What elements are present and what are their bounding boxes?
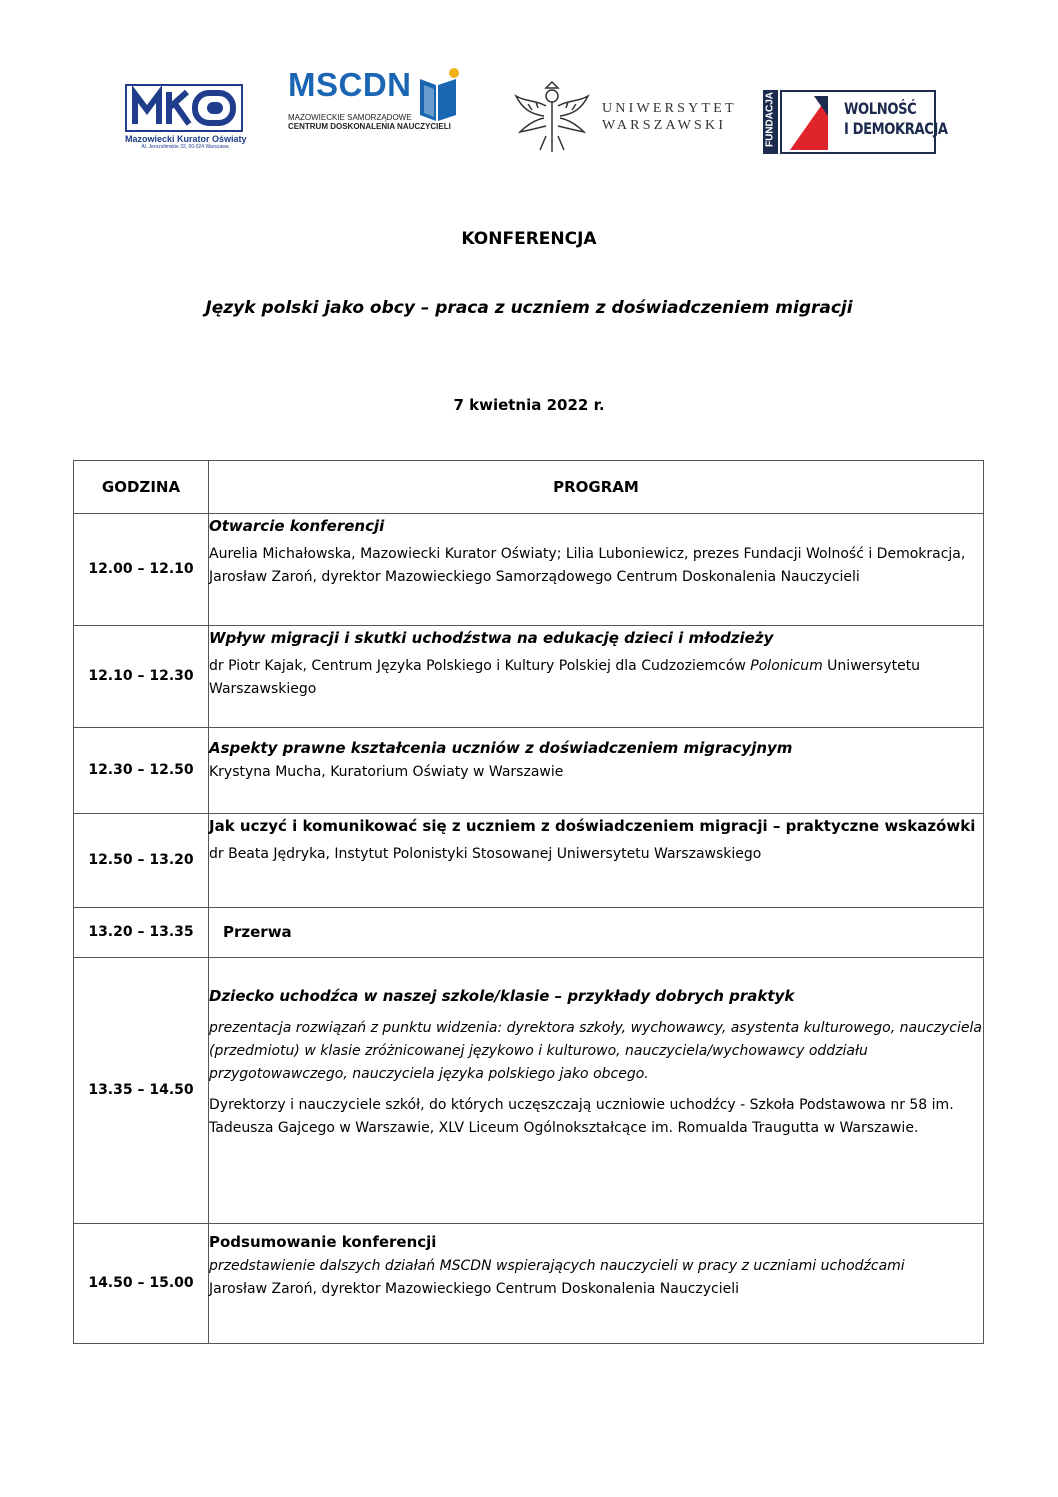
row-text (209, 655, 983, 701)
book-icon (416, 67, 462, 123)
mko-name: Mazowiecki Kurator Oświaty (125, 134, 247, 144)
fundacja-line-1: WOLNOŚĆ (844, 99, 917, 118)
table-row (74, 908, 984, 958)
row-time: 12.30 – 12.50 (74, 728, 209, 814)
table-row (74, 814, 984, 908)
conference-subtitle: Język polski jako obcy – praca z uczniem z doświadczeniem migracji (205, 298, 853, 318)
row-text-end: Uniwersytetu Warszawskiego (209, 658, 921, 697)
row-title: Aspekty prawne kształcenia uczniów z doświadczeniem migracyjnym (209, 739, 793, 757)
program-table (73, 460, 984, 1344)
red-shape-icon (788, 92, 832, 152)
mscdn-subtitle-1: MAZOWIECKIE SAMORZĄDOWE (288, 113, 412, 122)
fundacja-box (780, 90, 948, 154)
fundacja-line-2: I DEMOKRACJA (844, 119, 948, 138)
row-program (209, 514, 984, 626)
logo-bar (0, 62, 1058, 162)
row-time: 13.20 – 13.35 (74, 908, 209, 958)
conference-heading: KONFERENCJA (461, 229, 597, 249)
uw-line-2: WARSZAWSKI (602, 118, 727, 133)
row-time: 13.35 – 14.50 (74, 958, 209, 1224)
row-program (209, 728, 984, 814)
mko-mark-icon (125, 84, 243, 132)
row-text-italic: prezentacja rozwiązań z punktu widzenia: dyrektora szkoły, wychowawcy, asystenta kulturowego, nauczyciela (przedmiotu) w klasie zróżnicowanej językowo i kulturowo, nauczyciela/wychowawcy oddziału przygotowawczego, nauczyciela języka polskiego jako obcego. (209, 1020, 982, 1082)
row-text-start: dr Piotr Kajak, Centrum Języka Polskiego i Kultury Polskiej dla Cudzoziemców (209, 658, 751, 674)
row-text: dr Beata Jędryka, Instytut Polonistyki Stosowanej Uniwersytetu Warszawskiego (209, 846, 762, 862)
row-title: Przerwa (223, 923, 292, 941)
row-text: Dyrektorzy i nauczyciele szkół, do których uczęszczają uczniowie uchodźcy - Szkoła Podstawowa nr 58 im. Tadeusza Gajcego w Warszawie, XLV Liceum Ogólnokształcące im. Romualda Traugutta w Warszawie. (209, 1097, 954, 1136)
row-program (209, 814, 984, 908)
row-program (209, 958, 984, 1224)
eagle-icon (510, 74, 594, 158)
row-title: Podsumowanie konferencji (209, 1233, 437, 1251)
uw-line-1: UNIWERSYTET (602, 101, 737, 116)
mko-address: Al. Jerozolimskie 32, 00-024 Warszawa (141, 144, 229, 150)
row-text-italic: Polonicum (750, 658, 823, 674)
row-text: Krystyna Mucha, Kuratorium Oświaty w Warszawie (209, 764, 564, 780)
row-time: 14.50 – 15.00 (74, 1224, 209, 1344)
row-text: Aurelia Michałowska, Mazowiecki Kurator Oświaty; Lilia Luboniewicz, prezes Fundacji Wolność i Demokracja, Jarosław Zaroń, dyrektor Mazowieckiego Samorządowego Centrum Doskonalenia Nauczycieli (209, 546, 966, 585)
uw-logo (510, 74, 735, 159)
row-text-italic: przedstawienie dalszych działań MSCDN wspierających nauczycieli w pracy z uczniami uchodźcami (209, 1258, 905, 1274)
fundacja-vertical-label: FUNDACJA (764, 92, 776, 147)
fundacja-name (844, 99, 948, 139)
uw-name (602, 100, 737, 134)
row-program (209, 626, 984, 728)
row-text: Jarosław Zaroń, dyrektor Mazowieckiego Centrum Doskonalenia Nauczycieli (209, 1281, 740, 1297)
table-row (74, 626, 984, 728)
mko-logo (125, 84, 245, 154)
row-time: 12.50 – 13.20 (74, 814, 209, 908)
conference-date: 7 kwietnia 2022 r. (453, 396, 605, 414)
table-header-row (74, 461, 984, 514)
row-title: Otwarcie konferencji (209, 517, 385, 535)
table-row (74, 958, 984, 1224)
mscdn-subtitle-2: CENTRUM DOSKONALENIA NAUCZYCIELI (288, 122, 451, 131)
fundacja-vertical-band (763, 90, 778, 154)
header-program: PROGRAM (209, 461, 984, 514)
table-row (74, 514, 984, 626)
mscdn-logo (288, 67, 466, 159)
table-row (74, 1224, 984, 1344)
row-time: 12.00 – 12.10 (74, 514, 209, 626)
row-title: Jak uczyć i komunikować się z uczniem z doświadczeniem migracji – praktyczne wskazówki (209, 817, 976, 835)
fundacja-logo (763, 90, 948, 154)
row-title: Dziecko uchodźca w naszej szkole/klasie – przykłady dobrych praktyk (209, 987, 795, 1005)
row-time: 12.10 – 12.30 (74, 626, 209, 728)
table-row (74, 728, 984, 814)
header-godzina: GODZINA (74, 461, 209, 514)
row-program (209, 908, 984, 958)
mscdn-wordmark: MSCDN (288, 66, 412, 103)
row-program (209, 1224, 984, 1344)
row-title: Wpływ migracji i skutki uchodźstwa na edukację dzieci i młodzieży (209, 629, 774, 647)
